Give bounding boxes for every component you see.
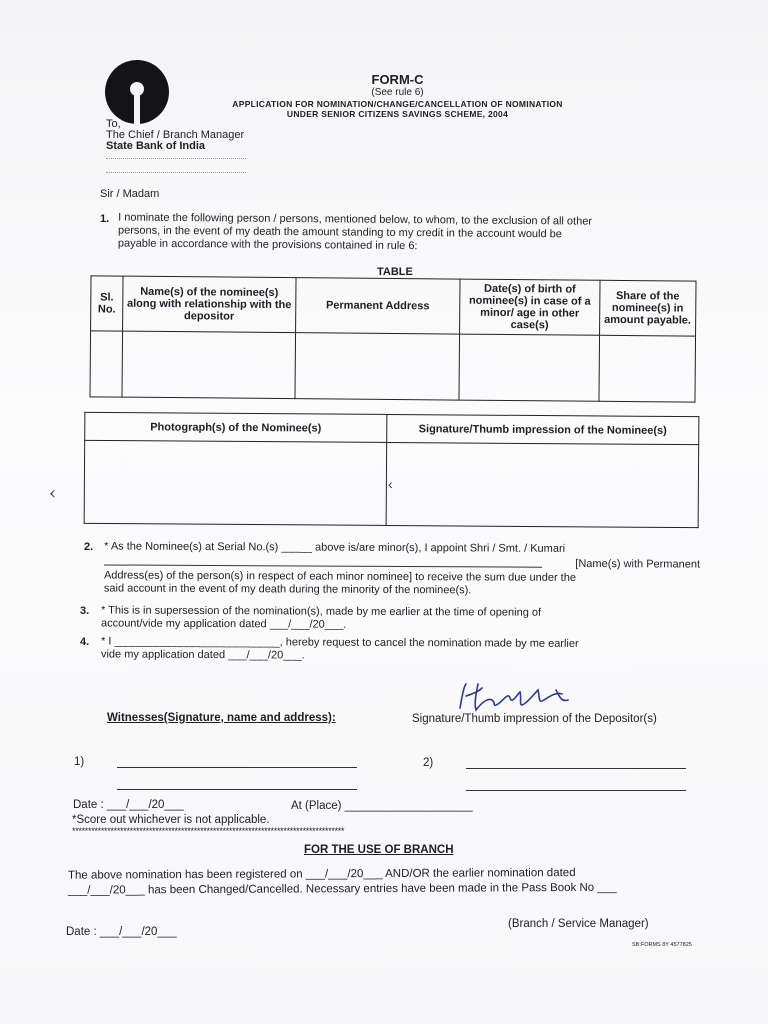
clause4-line: vide my application dated ___/___/20___.	[100, 648, 305, 662]
witness2-line[interactable]	[466, 768, 686, 769]
clause4-line: * I ___________________________, hereby request to cancel the nomination made by me earlier	[101, 635, 579, 650]
form-code: SB:FORMS 8Y 4577825	[632, 942, 692, 948]
clause1-line: persons, in the event of my death the amount standing to my credit in the account would be	[117, 224, 562, 241]
table-header-row	[91, 276, 696, 336]
address-to: To,	[106, 118, 121, 130]
nominee-table	[89, 275, 696, 402]
pen-mark-icon: ‹	[49, 483, 57, 504]
score-out-note: *Score out whichever is not applicable.	[72, 814, 270, 826]
separator-stars: *************************************************************************************	[72, 826, 345, 836]
branch-line: The above nomination has been registered on ___/___/20___ AND/OR the earlier nomination dated	[67, 866, 576, 882]
table-row	[90, 331, 696, 402]
photo-signature-table	[84, 412, 700, 528]
branch-date-field[interactable]: Date : ___/___/20___	[66, 926, 177, 938]
table-caption: TABLE	[377, 266, 413, 278]
witness1-line[interactable]	[117, 789, 357, 790]
table-cell-empty[interactable]	[459, 334, 599, 401]
form-title: FORM-C	[371, 72, 424, 87]
address-blank-line	[106, 172, 246, 173]
clause1-line: payable in accordance with the provisions contained in rule 6:	[117, 237, 418, 253]
clause2-line: Address(es) of the person(s) in respect of each minor nominee] to receive the sum due under the	[103, 569, 577, 584]
branch-line: ___/___/20___ has been Changed/Cancelled. Necessary entries have been made in the Pass Book No ___	[68, 881, 617, 897]
table-cell-empty[interactable]	[122, 331, 295, 399]
clause2-line: said account in the event of my death during the minority of the nominee(s).	[103, 582, 472, 597]
clause3-text	[101, 604, 701, 633]
header-nominee-name: Name(s) of the nominee(s) along with relationship with the depositor	[123, 276, 296, 333]
clause1-line: I nominate the following person / persons, mentioned below, to whom, to the exclusion of all other	[118, 211, 593, 228]
table-cell-empty[interactable]	[599, 335, 696, 402]
header-date-of-birth: Date(s) of birth of nominee(s) in case of a minor/ age in other case(s)	[460, 279, 600, 335]
witnesses-label: Witnesses(Signature, name and address):	[107, 712, 336, 724]
witness1-line[interactable]	[117, 767, 357, 768]
address-bank: State Bank of India	[106, 140, 206, 152]
nominee-signature-box[interactable]	[386, 442, 699, 527]
salutation: Sir / Madam	[100, 188, 160, 200]
name-blank-line[interactable]	[104, 564, 542, 567]
branch-manager-label: (Branch / Service Manager)	[508, 918, 649, 930]
witness2-number: 2)	[423, 757, 434, 769]
place-field[interactable]: At (Place) ____________________	[291, 800, 473, 812]
table-cell-empty[interactable]	[90, 331, 123, 397]
header-share: Share of the nominee(s) in amount payable.	[599, 280, 696, 336]
header-nominee-signature: Signature/Thumb impression of the Nominee(s)	[387, 414, 699, 444]
clause2-line: * As the Nominee(s) at Serial No.(s) _____ above is/are minor(s), I appoint Shri / Smt. / Kumari	[104, 540, 566, 555]
clause3-number: 3.	[80, 605, 90, 617]
form-subtitle-line2: UNDER SENIOR CITIZENS SAVINGS SCHEME, 2004	[286, 109, 509, 119]
clause1-text	[118, 211, 693, 255]
address-recipient: The Chief / Branch Manager	[106, 129, 245, 141]
clause3-line: account/vide my application dated ___/___/20___.	[100, 617, 347, 631]
address-blank-line	[106, 158, 246, 159]
clause2-name-line	[104, 553, 700, 572]
depositor-handwritten-signature-icon	[452, 678, 582, 718]
header-photograph: Photograph(s) of the Nominee(s)	[85, 412, 387, 442]
branch-use-heading: FOR THE USE OF BRANCH	[304, 844, 454, 856]
witness2-line[interactable]	[466, 790, 686, 791]
rule-reference: (See rule 6)	[371, 87, 424, 98]
pen-mark-icon: ‹	[388, 476, 393, 492]
clause3-line: * This is in supersession of the nomination(s), made by me earlier at the time of opening of	[101, 604, 542, 619]
clause2-line: [Name(s) with Permanent	[575, 557, 701, 571]
date-field[interactable]: Date : ___/___/20___	[73, 799, 184, 811]
clause4-number: 4.	[80, 636, 90, 648]
clause2-number: 2.	[84, 541, 94, 553]
witness1-number: 1)	[74, 756, 85, 768]
branch-registration-text	[68, 865, 700, 898]
table-cell-empty[interactable]	[295, 333, 460, 400]
clause4-text	[101, 635, 701, 664]
clause1-number: 1.	[100, 213, 110, 225]
form-subtitle-line1: APPLICATION FOR NOMINATION/CHANGE/CANCELLATION OF NOMINATION	[232, 99, 563, 109]
depositor-signature-label: Signature/Thumb impression of the Depositor(s)	[412, 713, 657, 725]
clause2-text	[104, 540, 700, 598]
photo-box[interactable]	[84, 440, 387, 525]
photo-header-row	[85, 412, 699, 444]
header-permanent-address: Permanent Address	[295, 278, 460, 334]
header-sl-no: Sl. No.	[91, 276, 124, 331]
